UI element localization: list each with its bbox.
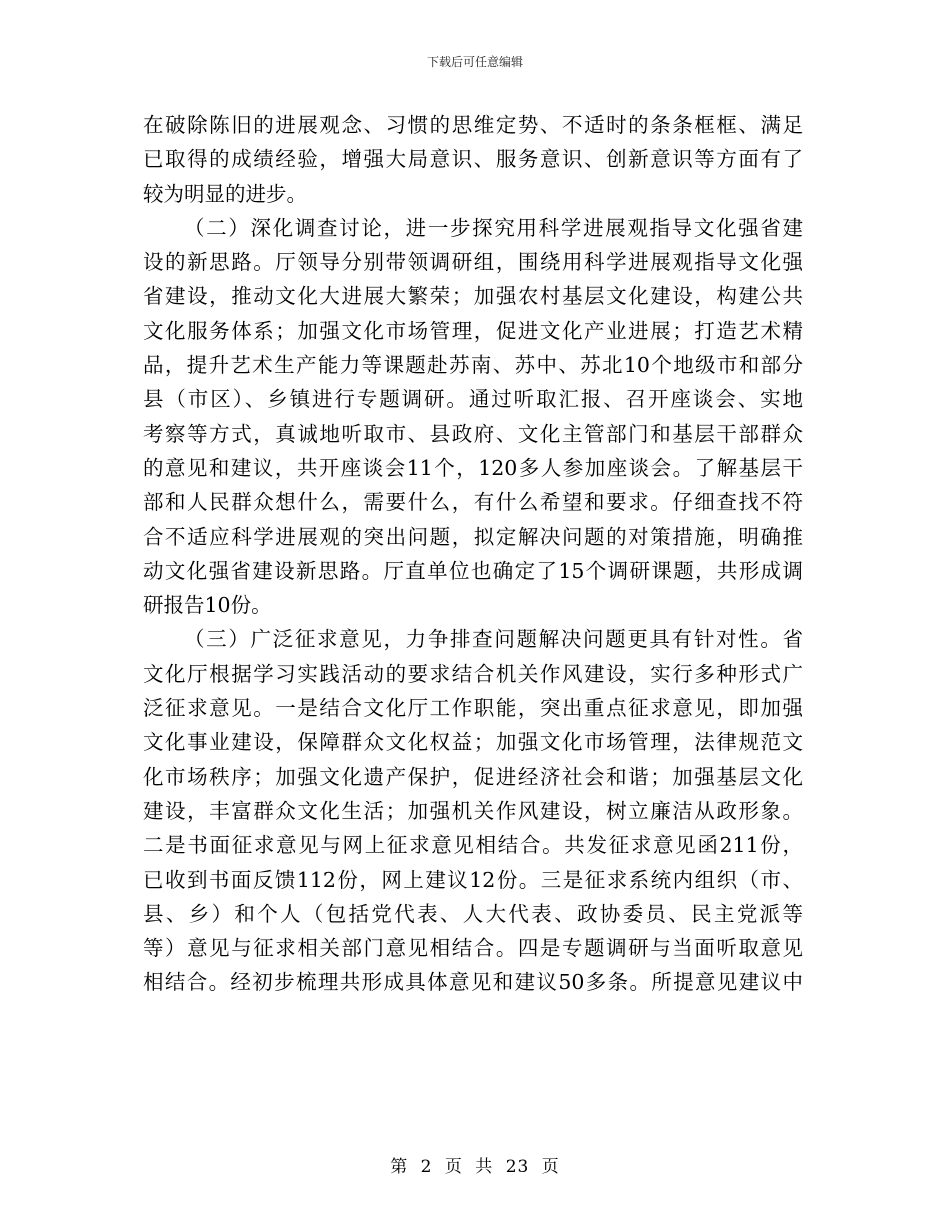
body-line: 县、乡）和个人（包括党代表、人大代表、政协委员、民主党派等 [143,901,803,926]
body-line: 相结合。经初步梳理共形成具体意见和建议50多条。所提意见建议中 [143,970,803,995]
body-line: 文化服务体系；加强文化市场管理，促进文化产业进展；打造艺术精 [143,318,803,343]
body-line: 研报告10份。 [143,593,272,618]
page-footer: 第 2 页 共 23 页 [390,1157,560,1177]
body-line: 已取得的成绩经验，增强大局意识、服务意识、创新意识等方面有了 [143,147,803,172]
body-line: 等）意见与征求相关部门意见相结合。四是专题调研与当面听取意见 [143,936,803,961]
body-line: 品，提升艺术生产能力等课题赴苏南、苏中、苏北10个地级市和部分 [143,353,803,378]
body-line: 在破除陈旧的进展观念、习惯的思维定势、不适时的条条框框、满足 [143,113,803,137]
body-line: 建设，丰富群众文化生活；加强机关作风建设，树立廉洁从政形象。 [143,798,803,823]
body-line: 的意见和建议，共开座谈会11个，120多人参加座谈会。了解基层干 [143,455,803,480]
page-header: 下载后可任意编辑 [426,55,523,69]
body-line: （二）深化调查讨论，进一步探究用科学进展观指导文化强省建 [184,215,803,240]
body-line: 泛征求意见。一是结合文化厅工作职能，突出重点征求意见，即加强 [143,696,803,721]
body-line: 较为明显的进步。 [143,181,307,206]
body-line: 已收到书面反馈112份，网上建议12份。三是征求系统内组织（市、 [143,867,803,892]
body-line: 省建设，推动文化大进展大繁荣；加强农村基层文化建设，构建公共 [143,284,803,309]
body-line: 二是书面征求意见与网上征求意见相结合。共发征求意见函211份， [143,833,803,858]
body-line: 考察等方式，真诚地听取市、县政府、文化主管部门和基层干部群众 [143,421,803,446]
body-line: 县（市区）、乡镇进行专题调研。通过听取汇报、召开座谈会、实地 [143,387,803,412]
body-line: （三）广泛征求意见，力争排查问题解决问题更具有针对性。省 [184,627,803,652]
body-line: 文化厅根据学习实践活动的要求结合机关作风建设，实行多种形式广 [143,661,803,686]
body-line: 文化事业建设，保障群众文化权益；加强文化市场管理，法律规范文 [143,730,803,755]
body-line: 动文化强省建设新思路。厅直单位也确定了15个调研课题，共形成调 [143,558,803,583]
document-body [143,108,803,1000]
body-line: 设的新思路。厅领导分别带领调研组，围绕用科学进展观指导文化强 [143,250,803,275]
body-line: 化市场秩序；加强文化遗产保护，促进经济社会和谐；加强基层文化 [143,764,803,789]
body-line: 部和人民群众想什么，需要什么，有什么希望和要求。仔细查找不符 [143,490,803,515]
body-line: 合不适应科学进展观的突出问题，拟定解决问题的对策措施，明确推 [143,524,803,549]
